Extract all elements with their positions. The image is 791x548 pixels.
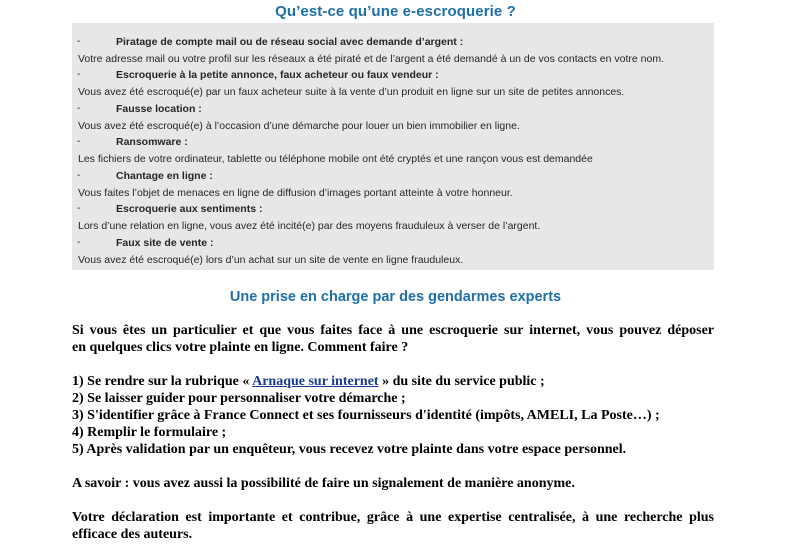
step-1-prefix: 1) Se rendre sur la rubrique « (72, 374, 253, 389)
item-heading: Piratage de compte mail ou de réseau social avec demande d’argent : (116, 36, 464, 48)
item-description: Vous avez été escroqué(e) à l’occasion d’une démarche pour louer un bien immobilier en ligne. (78, 120, 520, 132)
section-title-gendarmes: Une prise en charge par des gendarmes experts (229, 289, 562, 305)
item-description: Les fichiers de votre ordinateur, tablette ou téléphone mobile ont été cryptés et une rançon vous est demandée (78, 153, 593, 165)
note-anonymous: A savoir : vous avez aussi la possibilité de faire un signalement de manière anonyme. (72, 476, 575, 491)
item-heading: Chantage en ligne : (116, 170, 213, 182)
step-2: 2) Se laisser guider pour personnaliser votre démarche ; (72, 391, 406, 406)
step-5: 5) Après validation par un enquêteur, vous recevez votre plainte dans votre espace personnel. (72, 442, 627, 457)
item-heading: Ransomware : (116, 136, 188, 148)
list-dash: - (77, 103, 81, 114)
list-dash: - (77, 170, 81, 181)
section-title-e-escroquerie: Qu’est-ce qu’une e-escroquerie ? (275, 3, 516, 20)
intro-line-1: Si vous êtes un particulier et que vous faites face à une escroquerie sur internet, vous pouvez déposer (72, 323, 714, 338)
intro-line-2: en quelques clics votre plainte en ligne. Comment faire ? (72, 340, 409, 355)
arnaque-sur-internet-link[interactable]: Arnaque sur internet (252, 374, 379, 389)
closing-line-1: Votre déclaration est importante et contribue, grâce à une expertise centralisée, à une recherche plus (72, 510, 714, 525)
scam-types-box (72, 23, 714, 270)
item-heading: Escroquerie aux sentiments : (116, 203, 263, 215)
step-1-suffix: » du site du service public ; (378, 374, 545, 389)
list-dash: - (77, 237, 81, 248)
list-dash: - (77, 69, 81, 80)
list-dash: - (77, 36, 81, 47)
list-dash: - (77, 136, 81, 147)
step-4: 4) Remplir le formulaire ; (72, 425, 227, 440)
closing-line-2: efficace des auteurs. (72, 527, 193, 542)
item-heading: Faux site de vente : (116, 237, 214, 249)
list-dash: - (77, 203, 81, 214)
step-3: 3) S'identifier grâce à France Connect et ses fournisseurs d'identité (impôts, AMELI, La Poste…) ; (72, 408, 660, 423)
item-heading: Fausse location : (116, 103, 202, 115)
item-description: Lors d’une relation en ligne, vous avez été incité(e) par des moyens frauduleux à verser de l’argent. (78, 220, 541, 232)
item-description: Votre adresse mail ou votre profil sur les réseaux a été piraté et de l’argent a été demandé à un de vos contacts en votre nom. (78, 53, 665, 65)
item-heading: Escroquerie à la petite annonce, faux acheteur ou faux vendeur : (116, 69, 439, 81)
item-description: Vous faites l’objet de menaces en ligne de diffusion d’images portant atteinte à votre honneur. (78, 187, 513, 199)
item-description: Vous avez été escroqué(e) par un faux acheteur suite à la vente d’un produit en ligne sur un site de petites annonces. (78, 86, 625, 98)
item-description: Vous avez été escroqué(e) lors d’un achat sur un site de vente en ligne frauduleux. (78, 254, 464, 266)
step-1 (72, 373, 714, 390)
